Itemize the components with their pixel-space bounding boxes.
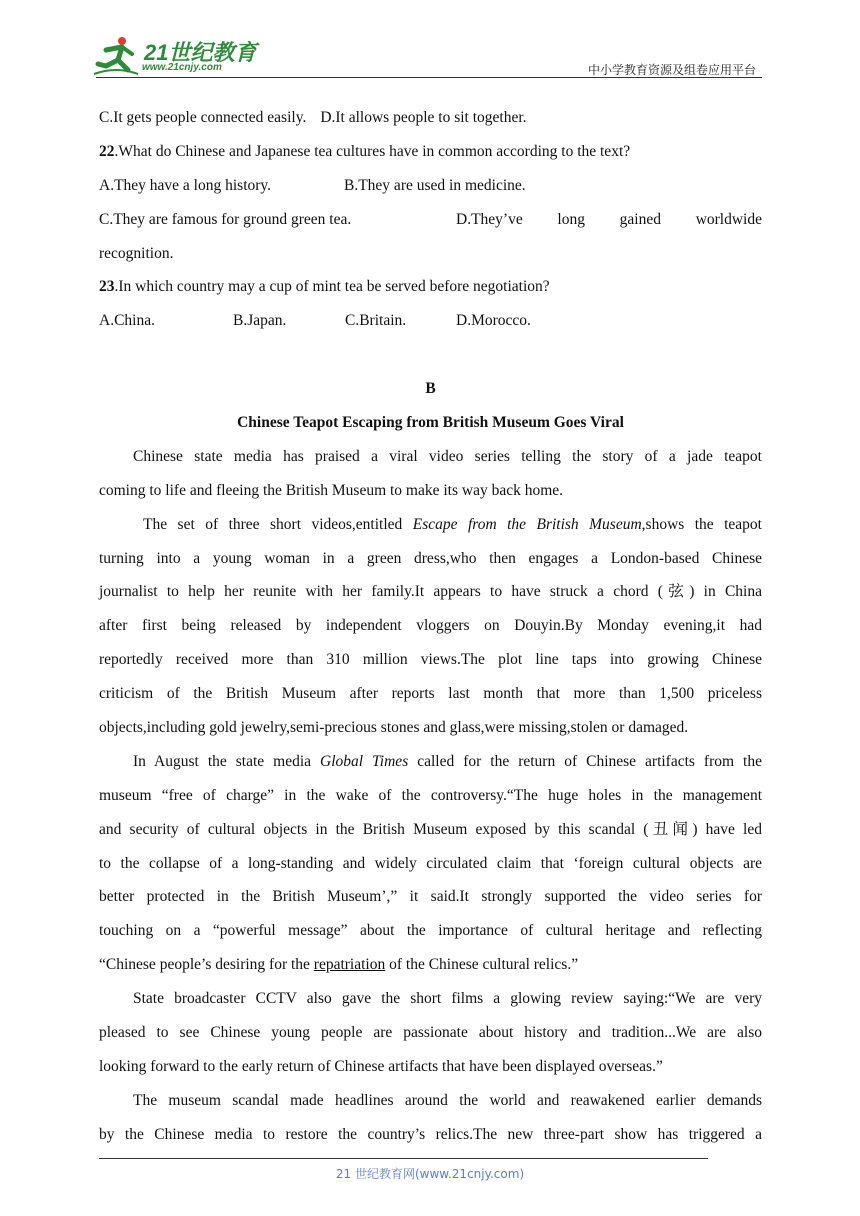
q22-option-d: D.They’ve long gained worldwide	[456, 210, 762, 228]
q23-option-b: B.Japan.	[233, 312, 287, 330]
q22-option-c: C.They are famous for ground green tea.	[99, 210, 352, 228]
p3-line-6: touching on a “powerful message” about the importance of cultural heritage and reflecting	[99, 922, 762, 940]
p3-text-end: called for the return of Chinese artifacts from the	[408, 752, 762, 770]
p5-line-1: The museum scandal made headlines around the world and reawakened earlier demands	[133, 1091, 762, 1109]
page-header	[0, 0, 860, 80]
p3-line-3: and security of cultural objects in the British Museum exposed by this scandal (丑闻) have led	[99, 820, 762, 838]
p4-line-1: State broadcaster CCTV also gave the short films a glowing review saying:“We are very	[133, 990, 762, 1008]
p2-line-1	[99, 508, 762, 542]
q22-question: .What do Chinese and Japanese tea cultures have in common according to the text?	[114, 142, 631, 160]
logo-text: 21世纪教育	[144, 40, 257, 65]
p1-line-2: coming to life and fleeing the British Museum to make its way back home.	[99, 481, 564, 499]
q23-number: 23	[99, 278, 115, 296]
q21-option-c: C.It gets people connected easily.	[99, 109, 307, 126]
underlined-word: repatriation	[313, 956, 386, 974]
q22-option-b: B.They are used in medicine.	[344, 176, 526, 194]
blank-line	[99, 338, 762, 372]
document-body	[99, 101, 762, 1152]
q23-options	[99, 304, 762, 338]
p3-line-2: museum “free of charge” in the wake of the controversy.“The huge holes in the management	[99, 786, 762, 804]
q21-option-d: D.It allows people to sit together.	[320, 109, 527, 126]
p3-line-7	[99, 948, 762, 982]
video-title: Escape from the British Museum	[412, 515, 642, 533]
q23-option-d: D.Morocco.	[456, 312, 531, 330]
q22-option-a: A.They have a long history.	[99, 176, 272, 194]
q22-options-ab	[99, 169, 762, 203]
q23-option-a: A.China.	[99, 312, 155, 330]
footer-divider	[99, 1158, 708, 1159]
logo-url: www.21cnjy.com	[142, 62, 222, 73]
platform-name: 中小学教育资源及组卷应用平台	[587, 63, 756, 77]
p4-line-2: pleased to see Chinese young people are passionate about history and tradition...We are also	[99, 1024, 762, 1042]
runner-logo-icon	[92, 36, 140, 76]
p3-last-text-end: of the Chinese cultural relics.”	[385, 956, 579, 974]
q21-options-cd	[99, 101, 762, 135]
q22-options-cd	[99, 203, 762, 237]
q22-option-d-cont: recognition.	[99, 244, 174, 262]
p3-last-text: “Chinese people’s desiring for the	[99, 956, 314, 974]
p2-line-3: journalist to help her reunite with her family.It appears to have struck a chord (弦) in China	[99, 583, 762, 601]
p3-text: In August the state media	[133, 752, 320, 770]
p5-line-2: by the Chinese media to restore the country’s relics.The new three-part show has triggered a	[99, 1125, 762, 1143]
q22-number: 22	[99, 142, 115, 160]
header-divider	[96, 77, 762, 78]
p1-line-1: Chinese state media has praised a viral video series telling the story of a jade teapot	[133, 447, 762, 465]
p2-line-2: turning into a young woman in a green dress,who then engages a London-based Chinese	[99, 549, 762, 567]
q23-stem	[99, 270, 762, 304]
p2-line-4: after first being released by independent vloggers on Douyin.By Monday evening,it had	[99, 617, 762, 635]
p4-line-3: looking forward to the early return of Chinese artifacts that have been displayed overseas.”	[99, 1057, 663, 1075]
passage-title: Chinese Teapot Escaping from British Museum Goes Viral	[237, 414, 624, 432]
p2-line-6: criticism of the British Museum after reports last month that more than 1,500 priceless	[99, 685, 762, 703]
site-logo[interactable]	[92, 34, 262, 78]
p3-line-1	[99, 745, 762, 779]
q23-question: .In which country may a cup of mint tea be served before negotiation?	[114, 278, 550, 296]
p3-line-4: to the collapse of a long-standing and widely circulated claim that ‘foreign cultural objects are	[99, 854, 762, 872]
section-label: B	[425, 380, 436, 398]
media-name: Global Times	[320, 752, 409, 770]
p3-line-5: better protected in the British Museum’,” it said.It strongly supported the video series for	[99, 888, 762, 906]
p2-line-7: objects,including gold jewelry,semi-precious stones and glass,were missing,stolen or damaged.	[99, 719, 689, 737]
p2-line-5: reportedly received more than 310 million views.The plot line taps into growing Chinese	[99, 651, 762, 669]
q23-option-c: C.Britain.	[345, 312, 407, 330]
p2-text-end: ,shows the teapot	[641, 515, 762, 533]
p2-text: The set of three short videos,entitled	[143, 515, 413, 533]
q22-stem	[99, 135, 762, 169]
footer-link[interactable]: 21 世纪教育网(www.21cnjy.com)	[335, 1167, 525, 1181]
